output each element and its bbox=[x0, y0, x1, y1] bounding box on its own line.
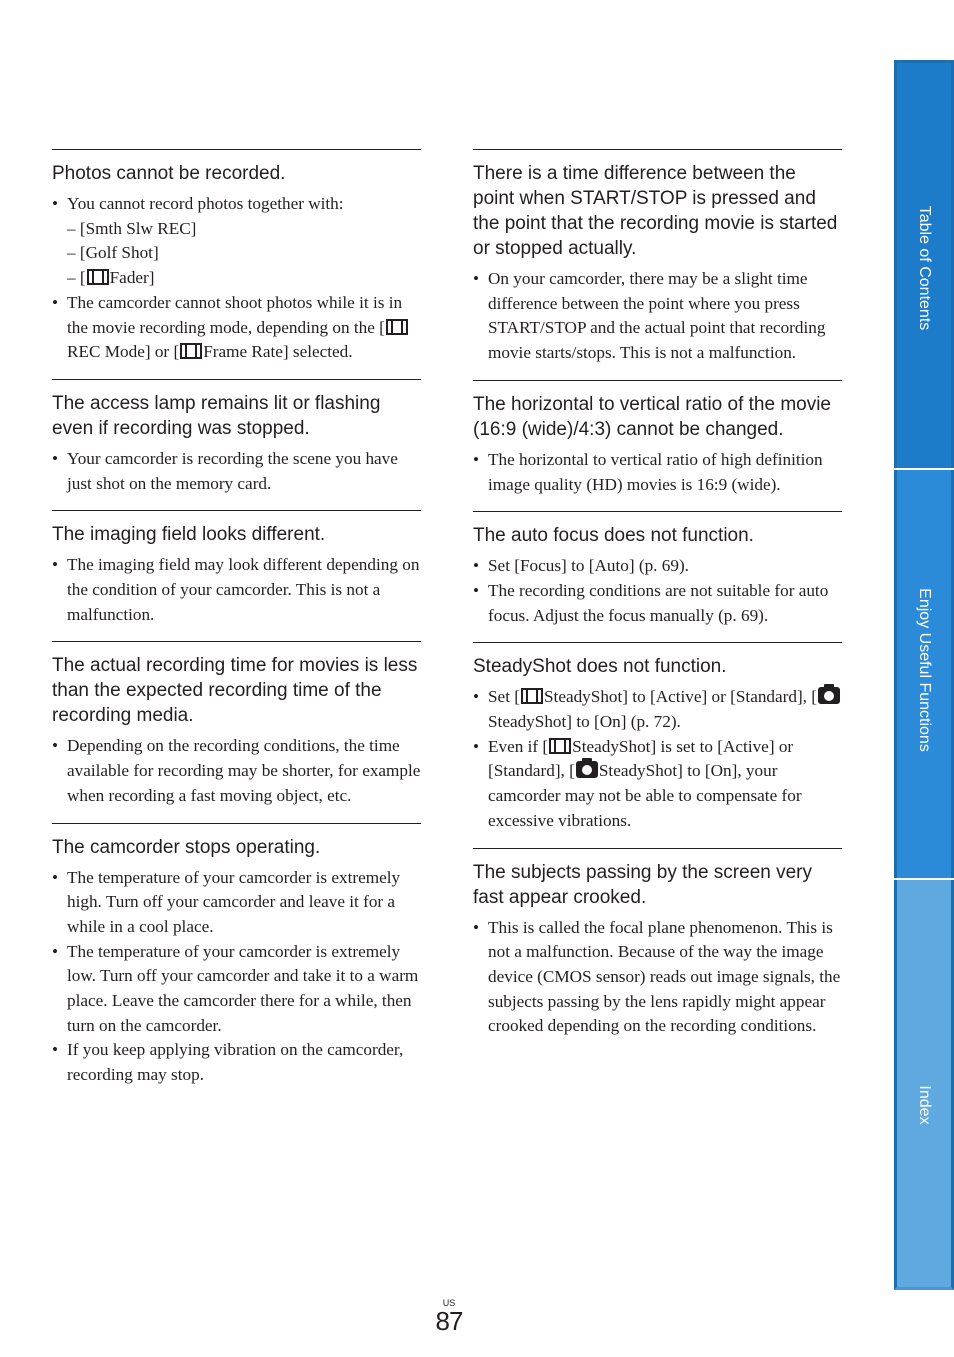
film-strip-icon bbox=[87, 269, 109, 285]
bullet-text: Frame Rate] selected. bbox=[203, 342, 353, 362]
tab-label: Enjoy Useful Functions bbox=[916, 588, 933, 752]
bullet-item: • The temperature of your camcorder is extremely low. Turn off your camcorder and take it to a warm place. Leave the camcorder there for a while, then turn on the camcorder. bbox=[52, 940, 421, 1039]
bullet-list bbox=[473, 448, 842, 497]
bullet-list bbox=[473, 267, 842, 366]
bullet-item bbox=[52, 291, 421, 365]
section-imaging-field bbox=[52, 510, 421, 641]
section-auto-focus bbox=[473, 511, 842, 642]
bullet-text: The camcorder cannot shoot photos while it is in the movie recording mode, depending on the [ bbox=[67, 292, 403, 337]
bullet-item: • Depending on the recording conditions, the time available for recording may be shorter, for example when recording a fast moving object, etc. bbox=[52, 734, 421, 808]
section-heading: The imaging field looks different. bbox=[52, 524, 326, 546]
section-time-difference bbox=[473, 149, 842, 380]
tab-label: Table of Contents bbox=[916, 205, 933, 331]
bullet-item: • This is called the focal plane phenomenon. This is not a malfunction. Because of the way the image device (CMOS sensor) reads out image signals, the subjects passing by the lens rapidly might appear crooked depending on the recording conditions. bbox=[473, 916, 842, 1040]
section-heading: The subjects passing by the screen very fast appear crooked. bbox=[473, 861, 813, 908]
bullet-text: REC Mode] or [ bbox=[67, 342, 180, 362]
bullet-list bbox=[52, 866, 421, 1088]
bullet-item bbox=[52, 192, 421, 291]
section-heading: The horizontal to vertical ratio of the movie (16:9 (wide)/4:3) cannot be changed. bbox=[473, 393, 832, 440]
section-photos-cannot-be-recorded bbox=[52, 149, 421, 379]
left-column bbox=[52, 149, 421, 1102]
section-heading: The access lamp remains lit or flashing even if recording was stopped. bbox=[52, 392, 381, 439]
page-number bbox=[434, 1298, 464, 1334]
dash-item: – [Smth Slw REC] bbox=[67, 218, 197, 238]
bullet-list bbox=[52, 553, 421, 627]
bullet-text: SteadyShot] to [Active] or [Standard], [ bbox=[543, 687, 818, 707]
bullet-list bbox=[473, 916, 842, 1040]
film-strip-icon bbox=[386, 319, 408, 335]
dash-item bbox=[67, 266, 421, 291]
dash-text: Fader] bbox=[109, 268, 155, 288]
page-number-value: 87 bbox=[435, 1306, 463, 1336]
section-access-lamp bbox=[52, 379, 421, 510]
bullet-item: • The recording conditions are not suitable for auto focus. Adjust the focus manually (p. 69). bbox=[473, 579, 842, 628]
bullet-list bbox=[473, 685, 842, 833]
section-heading: Photos cannot be recorded. bbox=[52, 163, 286, 184]
bullet-item: • Your camcorder is recording the scene you have just shot on the memory card. bbox=[52, 447, 421, 496]
section-aspect-ratio bbox=[473, 380, 842, 511]
bullet-list bbox=[52, 447, 421, 496]
region-code: US bbox=[442, 1298, 456, 1308]
section-heading: There is a time difference between the point when START/STOP is pressed and the point that the recording movie is started or stopped actually. bbox=[473, 163, 838, 259]
tab-table-of-contents[interactable] bbox=[894, 60, 954, 468]
bullet-item: • The temperature of your camcorder is extremely high. Turn off your camcorder and leave it for a while in a cool place. bbox=[52, 866, 421, 940]
right-column bbox=[473, 149, 842, 1053]
section-heading: The actual recording time for movies is less than the expected recording time of the recording media. bbox=[52, 655, 418, 727]
bullet-text: SteadyShot] is set to [Active] or [Standard], [ bbox=[488, 736, 794, 781]
section-camcorder-stops bbox=[52, 823, 421, 1102]
film-strip-icon bbox=[549, 738, 571, 754]
bullet-item: • If you keep applying vibration on the camcorder, recording may stop. bbox=[52, 1038, 421, 1087]
bullet-item: • Set [Focus] to [Auto] (p. 69). bbox=[473, 554, 842, 579]
bullet-text: You cannot record photos together with: bbox=[67, 194, 344, 213]
bullet-text: SteadyShot] to [On] (p. 72). bbox=[488, 712, 681, 732]
tab-index[interactable] bbox=[894, 880, 954, 1290]
tab-enjoy-useful-functions[interactable] bbox=[894, 470, 954, 878]
bullet-item bbox=[473, 685, 842, 734]
bullet-item bbox=[473, 735, 842, 834]
bullet-item: • On your camcorder, there may be a slight time difference between the point where you press START/STOP and the actual point that recording movie starts/stops. This is not a malfunction. bbox=[473, 267, 842, 366]
bullet-list bbox=[473, 554, 842, 628]
dash-text: – [ bbox=[67, 268, 86, 288]
section-recording-time bbox=[52, 641, 421, 822]
bullet-text: Even if [ bbox=[488, 736, 549, 756]
section-crooked-subjects bbox=[473, 848, 842, 1054]
camera-icon bbox=[818, 687, 840, 704]
section-steadyshot bbox=[473, 642, 842, 847]
side-nav-tabs bbox=[894, 60, 954, 1290]
bullet-text: SteadyShot] to [On], your camcorder may not be able to compensate for excessive vibrations. bbox=[488, 761, 802, 830]
section-heading: SteadyShot does not function. bbox=[473, 656, 727, 678]
tab-label: Index bbox=[916, 1085, 933, 1125]
bullet-item: • The imaging field may look different depending on the condition of your camcorder. This is not a malfunction. bbox=[52, 553, 421, 627]
dash-item: – [Golf Shot] bbox=[67, 243, 159, 263]
bullet-item: • The horizontal to vertical ratio of high definition image quality (HD) movies is 16:9 (wide). bbox=[473, 448, 842, 497]
section-heading: The auto focus does not function. bbox=[473, 525, 754, 547]
film-strip-icon bbox=[180, 343, 202, 359]
camera-icon bbox=[576, 761, 598, 778]
bullet-list bbox=[52, 734, 421, 808]
section-heading: The camcorder stops operating. bbox=[52, 836, 321, 858]
bullet-text: Set [ bbox=[488, 687, 520, 707]
film-strip-icon bbox=[521, 688, 543, 704]
bullet-list bbox=[52, 192, 421, 365]
